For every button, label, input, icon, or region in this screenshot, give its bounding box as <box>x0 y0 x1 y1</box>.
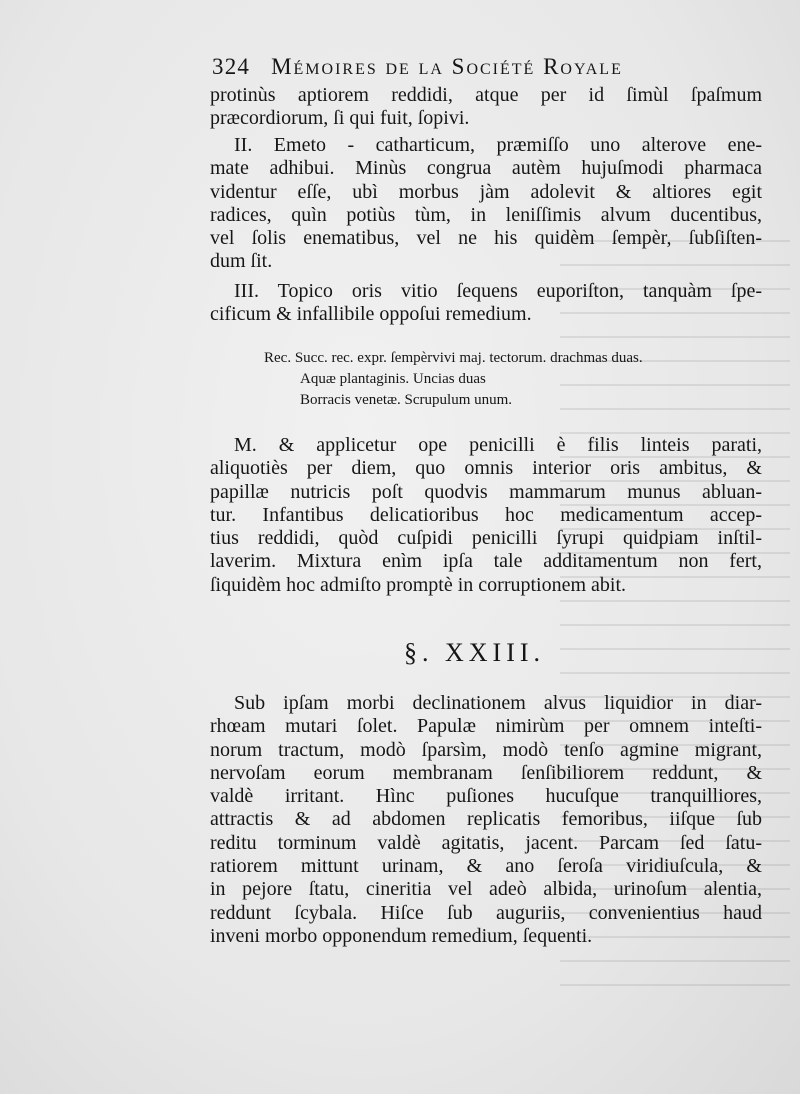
text-line: rhœam mutari ſolet. Papulæ nimirùm per omnem inteſti- <box>210 715 762 738</box>
text-line: Sub ipſam morbi declinationem alvus liquidior in diar- <box>234 692 762 714</box>
continuation-paragraph <box>210 84 762 131</box>
page-number: 324 <box>212 54 251 79</box>
text-line: protinùs aptiorem reddidi, atque per id ſimùl ſpaſmum <box>210 84 762 106</box>
text-line: radices, quìn potiùs tùm, in leniſſimis alvum ducentibus, <box>210 203 762 226</box>
text-line: valdè irritant. Hìnc puſiones hucuſque tranquilliores, <box>210 785 762 808</box>
text-line: reditu torminum valdè agitatis, jacent. Parcam ſed ſatu- <box>210 831 762 854</box>
text-line: vel ſolis enematibus, vel ne his quidèm ſempèr, ſubſiſten- <box>210 227 762 250</box>
text-line: videntur eſſe, ubì morbus jàm adolevit & altiores egit <box>210 180 762 203</box>
page-header <box>212 54 772 86</box>
text-line: ratiorem mittunt urinam, & ano ſeroſa viridiuſcula, & <box>210 855 762 878</box>
recipe-block <box>264 348 714 411</box>
text-line: nervoſam eorum membranam ſenſibiliorem reddunt, & <box>210 761 762 784</box>
text-line: reddunt ſcybala. Hiſce ſub auguriis, convenientius haud <box>210 901 762 924</box>
text-line: papillæ nutricis poſt quodvis mammarum munus abluan- <box>210 480 762 503</box>
text-line: ſiquidèm hoc admiſto promptè in corruptionem abit. <box>210 573 627 596</box>
text-line: laverim. Mixtura enìm ipſa tale additamentum non fert, <box>210 550 762 573</box>
text-line: in pejore ſtatu, cineritia vel adeò albida, urinoſum alentia, <box>210 878 762 901</box>
recipe-line: Rec. Succ. rec. expr. ſempèrvivi maj. tectorum. drachmas duas. <box>264 350 643 366</box>
text-line: cificum & infallibile oppoſui remedium. <box>210 303 532 326</box>
text-line: II. Emeto - catharticum, præmiſſo uno alterove ene- <box>234 134 762 156</box>
text-line: norum tractum, modò ſparsìm, modò tenſo agmine migrant, <box>210 738 762 761</box>
running-title: Mémoires de la Société Royale <box>271 54 623 79</box>
text-line: M. & applicetur ope penicilli è filis linteis parati, <box>234 434 762 456</box>
text-line: inveni morbo opponendum remedium, ſequenti. <box>210 924 593 947</box>
text-line: præcordiorum, ſi qui fuit, ſopivi. <box>210 107 470 130</box>
text-line: dum ſit. <box>210 250 273 273</box>
text-line: III. Topico oris vitio ſequens euporiſton, tanquàm ſpe- <box>234 280 762 302</box>
text-line: tur. Infantibus delicatioribus hoc medicamentum accep- <box>210 503 762 526</box>
paragraph-declination <box>210 692 762 948</box>
text-line: aliquotiès per diem, quo omnis interior oris ambitus, & <box>210 457 762 480</box>
paragraph-item-three <box>210 280 762 327</box>
text-line: mate adhibui. Minùs congrua autèm hujuſmodi pharmaca <box>210 157 762 180</box>
text-line: attractis & ad abdomen replicatis femoribus, iiſque ſub <box>210 808 762 831</box>
paragraph-item-two <box>210 134 762 274</box>
paragraph-application <box>210 434 762 597</box>
recipe-line: Borracis venetæ. Scrupulum unum. <box>300 392 513 408</box>
section-heading: §. XXIII. <box>404 638 546 667</box>
text-line: tius reddidi, quòd cuſpidi penicilli ſyrupi quidpiam inſtil- <box>210 527 762 550</box>
recipe-line: Aquæ plantaginis. Uncias duas <box>300 371 486 387</box>
